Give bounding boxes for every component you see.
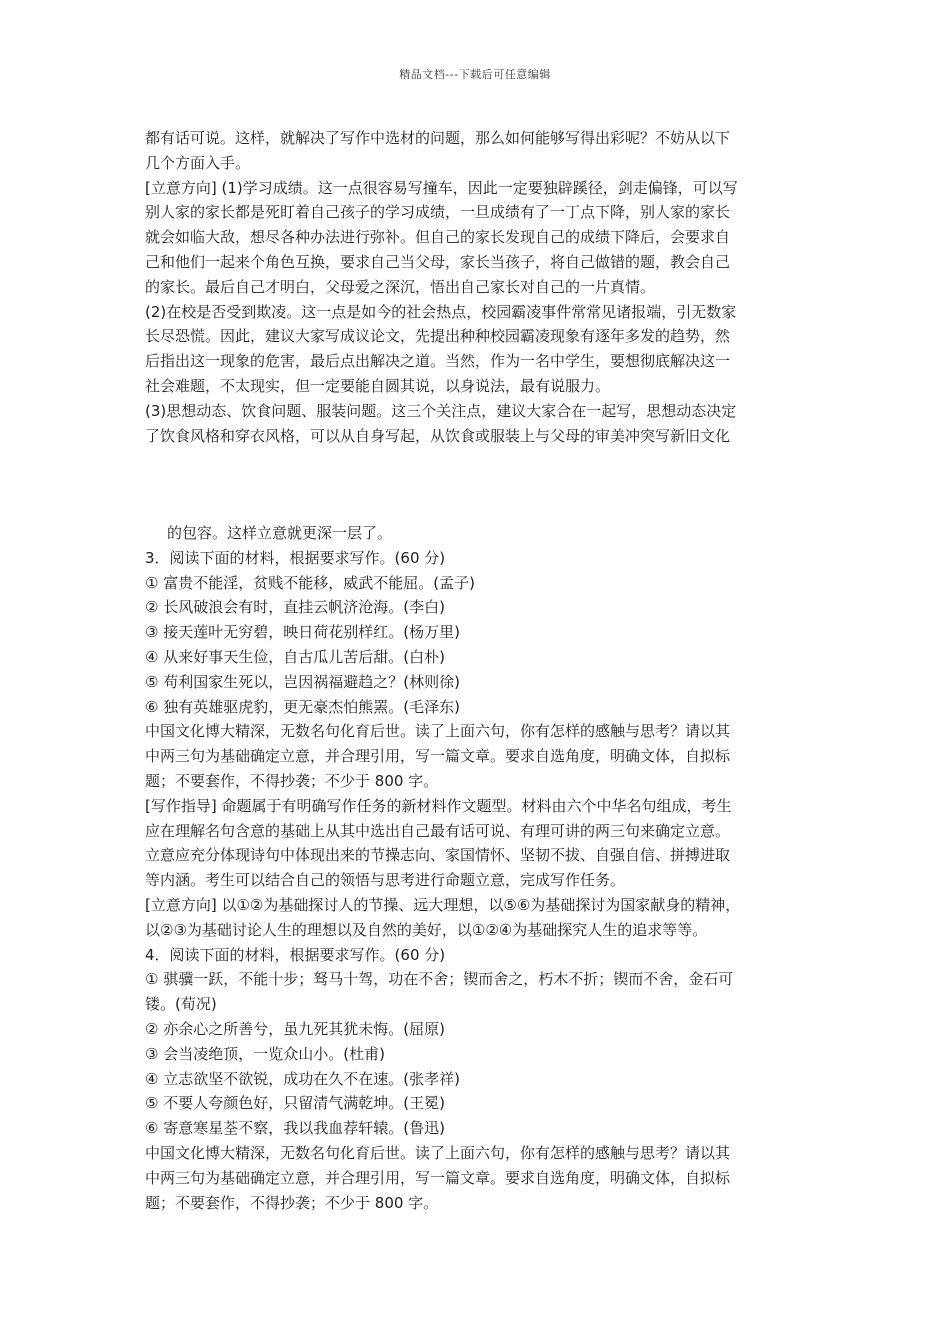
- question-3-heading: 3．阅读下面的材料，根据要求写作。(60 分): [145, 548, 446, 567]
- quote-item: ④ 立志欲坚不欲锐，成功在久不在速。(张孝祥): [145, 1069, 460, 1088]
- quote-item: ② 亦余心之所善兮，虽九死其犹未悔。(屈原): [145, 1019, 445, 1038]
- text-line: 了饮食风格和穿衣风格，可以从自身写起，从饮食或服装上与父母的审美冲突写新旧文化: [145, 426, 731, 445]
- quote-item: ② 长风破浪会有时，直挂云帆济沧海。(李白): [145, 598, 445, 617]
- quote-item: ① 骐骥一跃，不能十步；驽马十驾，功在不舍；锲而舍之，朽木不折；锲而不舍，金石可: [145, 970, 734, 989]
- text-line: [立意方向] 以①②为基础探讨人的节操、远大理想，以⑤⑥为基础探讨为国家献身的精神，: [145, 895, 741, 914]
- text-line: 长尽恐慌。因此，建议大家写成议论文，先提出种种校园霸凌现象有逐年多发的趋势，然: [145, 327, 731, 346]
- quote-item: ⑥ 寄意寒星荃不察，我以我血荐轩辕。(鲁迅): [145, 1119, 445, 1138]
- page-2-body: [145, 521, 815, 1215]
- text-line: 的家长。最后自己才明白，父母爱之深沉，悟出自己家长对自己的一片真情。: [145, 277, 656, 296]
- text-line: (3)思想动态、饮食问题、服装问题。这三个关注点，建议大家合在一起写，思想动态决定: [145, 401, 737, 420]
- text-line: 立意应充分体现诗句中体现出来的节操志向、家国情怀、坚韧不拔、自强自信、拼搏进取: [145, 846, 731, 865]
- text-line: 中国文化博大精深，无数名句化育后世。读了上面六句，你有怎样的感触与思考？请以其: [145, 1143, 731, 1162]
- text-line: [写作指导] 命题属于有明确写作任务的新材料作文题型。材料由六个中华名句组成，考生: [145, 796, 732, 815]
- page-header: 精品文档---下载后可任意编辑: [399, 68, 551, 81]
- quote-item: ⑤ 苟利国家生死以，岂因祸福避趋之？(林则徐): [145, 672, 460, 691]
- text-line: 就会如临大敌，想尽各种办法进行弥补。但自己的家长发现自己的成绩下降后，会要求自: [145, 228, 731, 247]
- text-line: 后指出这一现象的危害，最后点出解决之道。当然，作为一名中学生，要想彻底解决这一: [145, 352, 731, 371]
- text-line: [立意方向] (1)学习成绩。这一点很容易写撞车，因此一定要独辟蹊径，剑走偏锋，可以写: [145, 178, 738, 197]
- quote-item: ③ 会当凌绝顶，一览众山小。(杜甫): [145, 1044, 385, 1063]
- quote-item: ④ 从来好事天生俭，自古瓜儿苦后甜。(白朴): [145, 647, 445, 666]
- quote-item: ③ 接天莲叶无穷碧，映日荷花别样红。(杨万里): [145, 623, 460, 642]
- text-line: 几个方面入手。: [145, 153, 251, 172]
- text-line: (2)在校是否受到欺凌。这一点是如今的社会热点，校园霸凌事件常常见诸报端，引无数家: [145, 302, 737, 321]
- text-line: 中国文化博大精深，无数名句化育后世。读了上面六句，你有怎样的感触与思考？请以其: [145, 722, 731, 741]
- text-line: 的包容。这样立意就更深一层了。: [167, 524, 393, 542]
- text-line: 应在理解名句含意的基础上从其中选出自己最有话可说、有理可讲的两三句来确定立意。: [145, 821, 731, 840]
- text-line: 以②③为基础讨论人生的理想以及自然的美好，以①②④为基础探究人生的追求等等。: [145, 920, 708, 939]
- text-line: 中两三句为基础确定立意，并合理引用，写一篇文章。要求自选角度，明确文体，自拟标: [145, 747, 731, 766]
- quote-item: ① 富贵不能淫，贫贱不能移，威武不能屈。(孟子): [145, 573, 475, 592]
- text-line: 题；不要套作，不得抄袭；不少于 800 字。: [145, 771, 439, 790]
- text-line: 等内涵。考生可以结合自己的领悟与思考进行命题立意，完成写作任务。: [145, 871, 626, 890]
- text-line: 都有话可说。这样，就解决了写作中选材的问题，那么如何能够写得出彩呢？不妨从以下: [145, 129, 731, 147]
- text-line: 中两三句为基础确定立意，并合理引用，写一篇文章。要求自选角度，明确文体，自拟标: [145, 1168, 731, 1187]
- question-4-heading: 4．阅读下面的材料，根据要求写作。(60 分): [145, 945, 446, 964]
- page-1-body: [145, 126, 815, 448]
- text-line: 己和他们一起来个角色互换，要求自己当父母，家长当孩子，将自己做错的题，教会自己: [145, 252, 731, 271]
- text-line: 镂。(荀况): [145, 995, 217, 1014]
- quote-item: ⑥ 独有英雄驱虎豹，更无豪杰怕熊罴。(毛泽东): [145, 697, 460, 716]
- text-line: 社会难题，不太现实，但一定要能自圆其说，以身说法，最有说服力。: [145, 376, 611, 395]
- text-line: 题；不要套作，不得抄袭；不少于 800 字。: [145, 1193, 439, 1212]
- quote-item: ⑤ 不要人夸颜色好，只留清气满乾坤。(王冕): [145, 1094, 445, 1113]
- text-line: 别人家的家长都是死盯着自己孩子的学习成绩，一旦成绩有了一丁点下降，别人家的家长: [145, 203, 731, 222]
